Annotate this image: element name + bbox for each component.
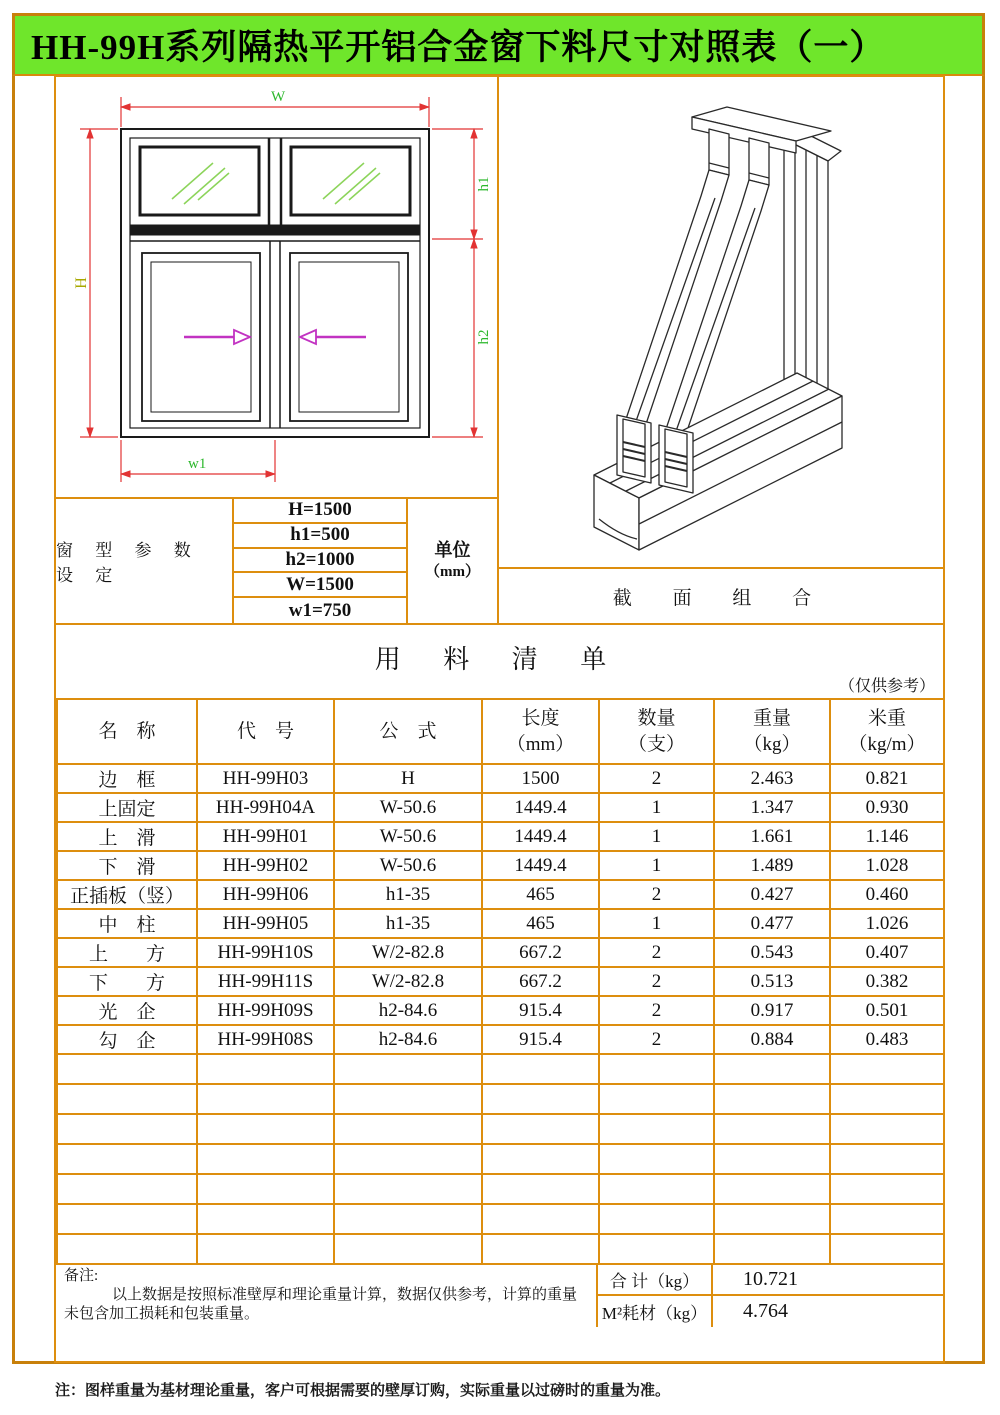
empty-row bbox=[57, 1114, 944, 1144]
table-row: 正插板（竖） HH-99H06 h1-35 465 2 0.427 0.460 bbox=[57, 880, 944, 909]
total-value: 10.721 bbox=[711, 1265, 943, 1296]
per-sqm-value: 4.764 bbox=[711, 1296, 943, 1327]
window-elevation-diagram bbox=[56, 77, 497, 497]
dim-label-w1: w1 bbox=[188, 456, 207, 472]
param-w1: w1=750 bbox=[288, 599, 352, 621]
section-view-label: 截 面 组 合 bbox=[612, 587, 830, 609]
col-mweight: 米重 （kg/m） bbox=[830, 699, 944, 764]
bom-header-row bbox=[57, 699, 944, 764]
totals-footer bbox=[56, 1265, 943, 1327]
section-assembly-drawing bbox=[499, 77, 943, 567]
table-row: 勾 企 HH-99H08S h2-84.6 915.4 2 0.884 0.483 bbox=[57, 1025, 944, 1054]
col-weight: 重量 （kg） bbox=[714, 699, 830, 764]
param-W: W=1500 bbox=[234, 573, 406, 598]
empty-row bbox=[57, 1174, 944, 1204]
empty-row bbox=[57, 1204, 944, 1234]
bom-reference-note: （仅供参考） bbox=[838, 678, 935, 695]
remark-cell bbox=[56, 1265, 596, 1327]
bom-table bbox=[56, 698, 945, 1265]
window-parameters-table bbox=[56, 497, 497, 623]
slide-direction-left-arrow-icon bbox=[300, 330, 366, 344]
glass-hatch-lines bbox=[172, 163, 380, 204]
col-qty: 数量 （支） bbox=[599, 699, 714, 764]
parameter-values bbox=[234, 499, 406, 623]
bom-table-wrap bbox=[56, 698, 943, 1327]
empty-row bbox=[57, 1054, 944, 1084]
col-code: 代 号 bbox=[197, 699, 334, 764]
col-length: 长度 （mm） bbox=[482, 699, 599, 764]
per-sqm-label: M²耗材（kg） bbox=[596, 1296, 711, 1327]
remark-label: 备注: bbox=[64, 1268, 99, 1284]
section-view-label-strip bbox=[499, 567, 943, 623]
total-label: 合 计（kg） bbox=[596, 1265, 711, 1296]
dim-label-h1: h1 bbox=[476, 176, 492, 192]
unit-mm: （mm） bbox=[425, 564, 480, 580]
remark-line2: 未包含加工损耗和包装重量。 bbox=[64, 1306, 260, 1322]
bottom-note: 注：图样重量为基材理论重量，客户可根据需要的壁厚订购，实际重量以过磅时的重量为准。 bbox=[55, 1383, 671, 1399]
dim-label-h2: h2 bbox=[476, 329, 492, 345]
empty-row bbox=[57, 1084, 944, 1114]
table-row: 上固定 HH-99H04A W-50.6 1449.4 1 1.347 0.930 bbox=[57, 793, 944, 822]
dim-label-W: W bbox=[271, 89, 286, 105]
remark-line1: 以上数据是按照标准壁厚和理论重量计算，数据仅供参考，计算的重量 bbox=[112, 1287, 578, 1303]
slide-direction-right-arrow-icon bbox=[184, 330, 250, 344]
table-row: 光 企 HH-99H09S h2-84.6 915.4 2 0.917 0.501 bbox=[57, 996, 944, 1025]
col-name: 名 称 bbox=[57, 699, 197, 764]
table-row: 下 滑 HH-99H02 W-50.6 1449.4 1 1.489 1.028 bbox=[57, 851, 944, 880]
table-row: 上 方 HH-99H10S W/2-82.8 667.2 2 0.543 0.407 bbox=[57, 938, 944, 967]
table-row: 下 方 HH-99H11S W/2-82.8 667.2 2 0.513 0.382 bbox=[57, 967, 944, 996]
table-row: 上 滑 HH-99H01 W-50.6 1449.4 1 1.661 1.146 bbox=[57, 822, 944, 851]
param-h1: h1=500 bbox=[234, 524, 406, 549]
col-formula: 公 式 bbox=[334, 699, 482, 764]
empty-row bbox=[57, 1144, 944, 1174]
page-title: HH-99H系列隔热平开铝合金窗下料尺寸对照表（一） bbox=[31, 28, 886, 67]
unit-cell bbox=[406, 499, 497, 623]
param-H: H=1500 bbox=[234, 499, 406, 524]
dim-label-H: H bbox=[73, 277, 90, 289]
window-frame bbox=[121, 129, 429, 437]
bom-title: 用 料 清 单 bbox=[374, 645, 625, 674]
table-row: 边 框 HH-99H03 H 1500 2 2.463 0.821 bbox=[57, 764, 944, 793]
document-title-bar bbox=[12, 13, 985, 76]
table-row: 中 柱 HH-99H05 h1-35 465 1 0.477 1.026 bbox=[57, 909, 944, 938]
panel-divider bbox=[497, 77, 499, 623]
parameters-title: 窗 型 参 数 设 定 bbox=[56, 499, 234, 623]
param-h2: h2=1000 bbox=[234, 549, 406, 574]
bom-header-area bbox=[56, 625, 943, 698]
unit-label: 单位 bbox=[434, 540, 471, 560]
content-box bbox=[54, 75, 945, 1363]
empty-row bbox=[57, 1234, 944, 1264]
